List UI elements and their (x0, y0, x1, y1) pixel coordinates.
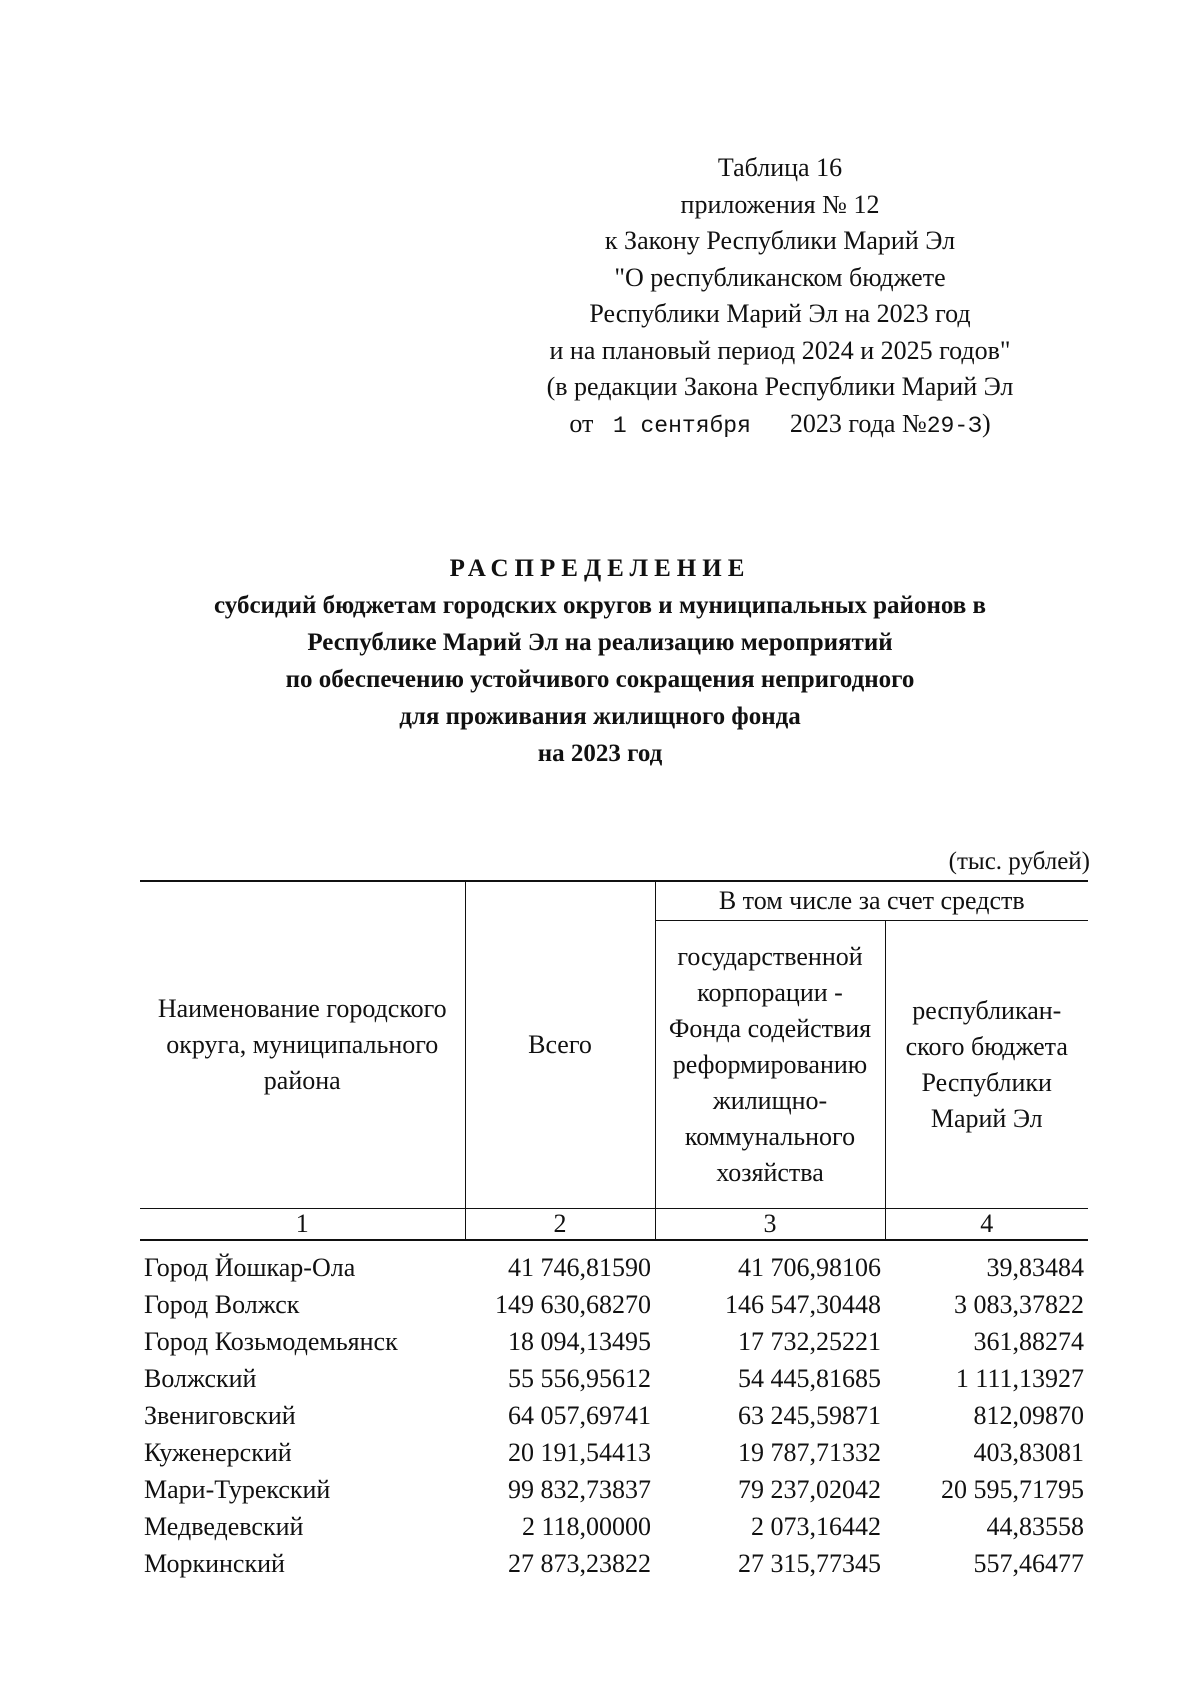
row-total: 2 118,00000 (521, 1512, 651, 1541)
header-fund: государственной корпорации - Фонда содействия реформированию жилищно-коммунального хозяйства (655, 921, 885, 1209)
header-name: Наименование городского округа, муниципального района (140, 881, 465, 1209)
table-row (140, 1434, 1088, 1471)
row-total: 20 191,54413 (508, 1438, 651, 1467)
table-row (140, 1508, 1088, 1545)
column-number: 2 (465, 1209, 655, 1241)
column-number: 3 (655, 1209, 885, 1241)
row-name: Город Волжск (144, 1290, 300, 1319)
header-line: "О республиканском бюджете (614, 262, 946, 292)
header-date-line (470, 406, 1090, 445)
header-line: (в редакции Закона Республики Марий Эл (546, 372, 1014, 401)
header-line: и на плановый период 2024 и 2025 годов" (549, 335, 1011, 365)
title-line: по обеспечению устойчивого сокращения непригодного (285, 666, 915, 693)
row-republic: 812,09870 (973, 1401, 1084, 1430)
header-date: 1 сентября (612, 412, 751, 439)
title-line: субсидий бюджетам городских округов и муниципальных районов в (214, 592, 986, 619)
row-total: 99 832,73837 (508, 1475, 651, 1504)
table-row (140, 1397, 1088, 1434)
column-number: 1 (140, 1209, 465, 1241)
row-total: 149 630,68270 (495, 1290, 651, 1319)
title-line: для проживания жилищного фонда (399, 703, 801, 730)
row-name: Медведевский (144, 1512, 304, 1541)
row-total: 18 094,13495 (508, 1327, 651, 1356)
row-total: 55 556,95612 (508, 1364, 651, 1393)
law-reference-header (470, 150, 1090, 444)
table-row (140, 1360, 1088, 1397)
row-republic: 20 595,71795 (941, 1475, 1084, 1504)
header-line: Республики Марий Эл на 2023 год (589, 299, 971, 328)
table-row (140, 1545, 1088, 1582)
header-year: 2023 года № (789, 408, 927, 438)
row-name: Звениговский (144, 1401, 296, 1430)
row-republic: 44,83558 (986, 1512, 1084, 1541)
header-total: Всего (465, 881, 655, 1209)
column-number: 4 (885, 1209, 1088, 1241)
row-fund: 146 547,30448 (725, 1290, 881, 1319)
row-republic: 361,88274 (973, 1327, 1084, 1356)
header-line: приложения № 12 (680, 189, 880, 219)
title-line: Республике Марий Эл на реализацию мероприятий (307, 629, 893, 656)
title-line: на 2023 год (537, 740, 663, 767)
header-line: Таблица 16 (717, 153, 843, 182)
row-republic: 1 111,13927 (955, 1364, 1084, 1393)
row-republic: 39,83484 (986, 1253, 1084, 1282)
header-law-number: 29-З (926, 412, 982, 439)
row-name: Волжский (144, 1364, 257, 1393)
table-row (140, 1286, 1088, 1323)
row-name: Моркинский (144, 1549, 285, 1578)
header-date-suffix: ) (981, 408, 991, 438)
row-republic: 403,83081 (973, 1438, 1084, 1467)
header-line: к Закону Республики Марий Эл (604, 226, 956, 255)
row-fund: 17 732,25221 (738, 1327, 881, 1356)
header-funding-group: В том числе за счет средств (655, 881, 1088, 921)
row-name: Город Козьмодемьянск (144, 1327, 398, 1356)
row-fund: 63 245,59871 (738, 1401, 881, 1430)
table-row (140, 1323, 1088, 1360)
row-republic: 557,46477 (973, 1549, 1084, 1578)
row-fund: 79 237,02042 (738, 1475, 881, 1504)
subsidy-distribution-table (140, 880, 1088, 1582)
row-fund: 54 445,81685 (738, 1364, 881, 1393)
document-title (100, 550, 1100, 772)
units-label: (тыс. рублей) (948, 848, 1090, 875)
row-fund: 41 706,98106 (738, 1253, 881, 1282)
header-date-prefix: от (569, 408, 594, 438)
row-name: Город Йошкар-Ола (144, 1253, 356, 1282)
row-fund: 19 787,71332 (738, 1438, 881, 1467)
table-row (140, 1471, 1088, 1508)
row-name: Куженерский (144, 1438, 292, 1467)
table-row (140, 1240, 1088, 1286)
row-total: 64 057,69741 (508, 1401, 651, 1430)
row-total: 27 873,23822 (508, 1549, 651, 1578)
row-name: Мари-Турекский (144, 1475, 331, 1504)
row-fund: 27 315,77345 (738, 1549, 881, 1578)
header-republic-budget: республикан-ского бюджета Республики Марий Эл (885, 921, 1088, 1209)
row-republic: 3 083,37822 (954, 1290, 1084, 1319)
row-total: 41 746,81590 (508, 1253, 651, 1282)
title-main: РАСПРЕДЕЛЕНИЕ (449, 555, 751, 582)
row-fund: 2 073,16442 (751, 1512, 881, 1541)
